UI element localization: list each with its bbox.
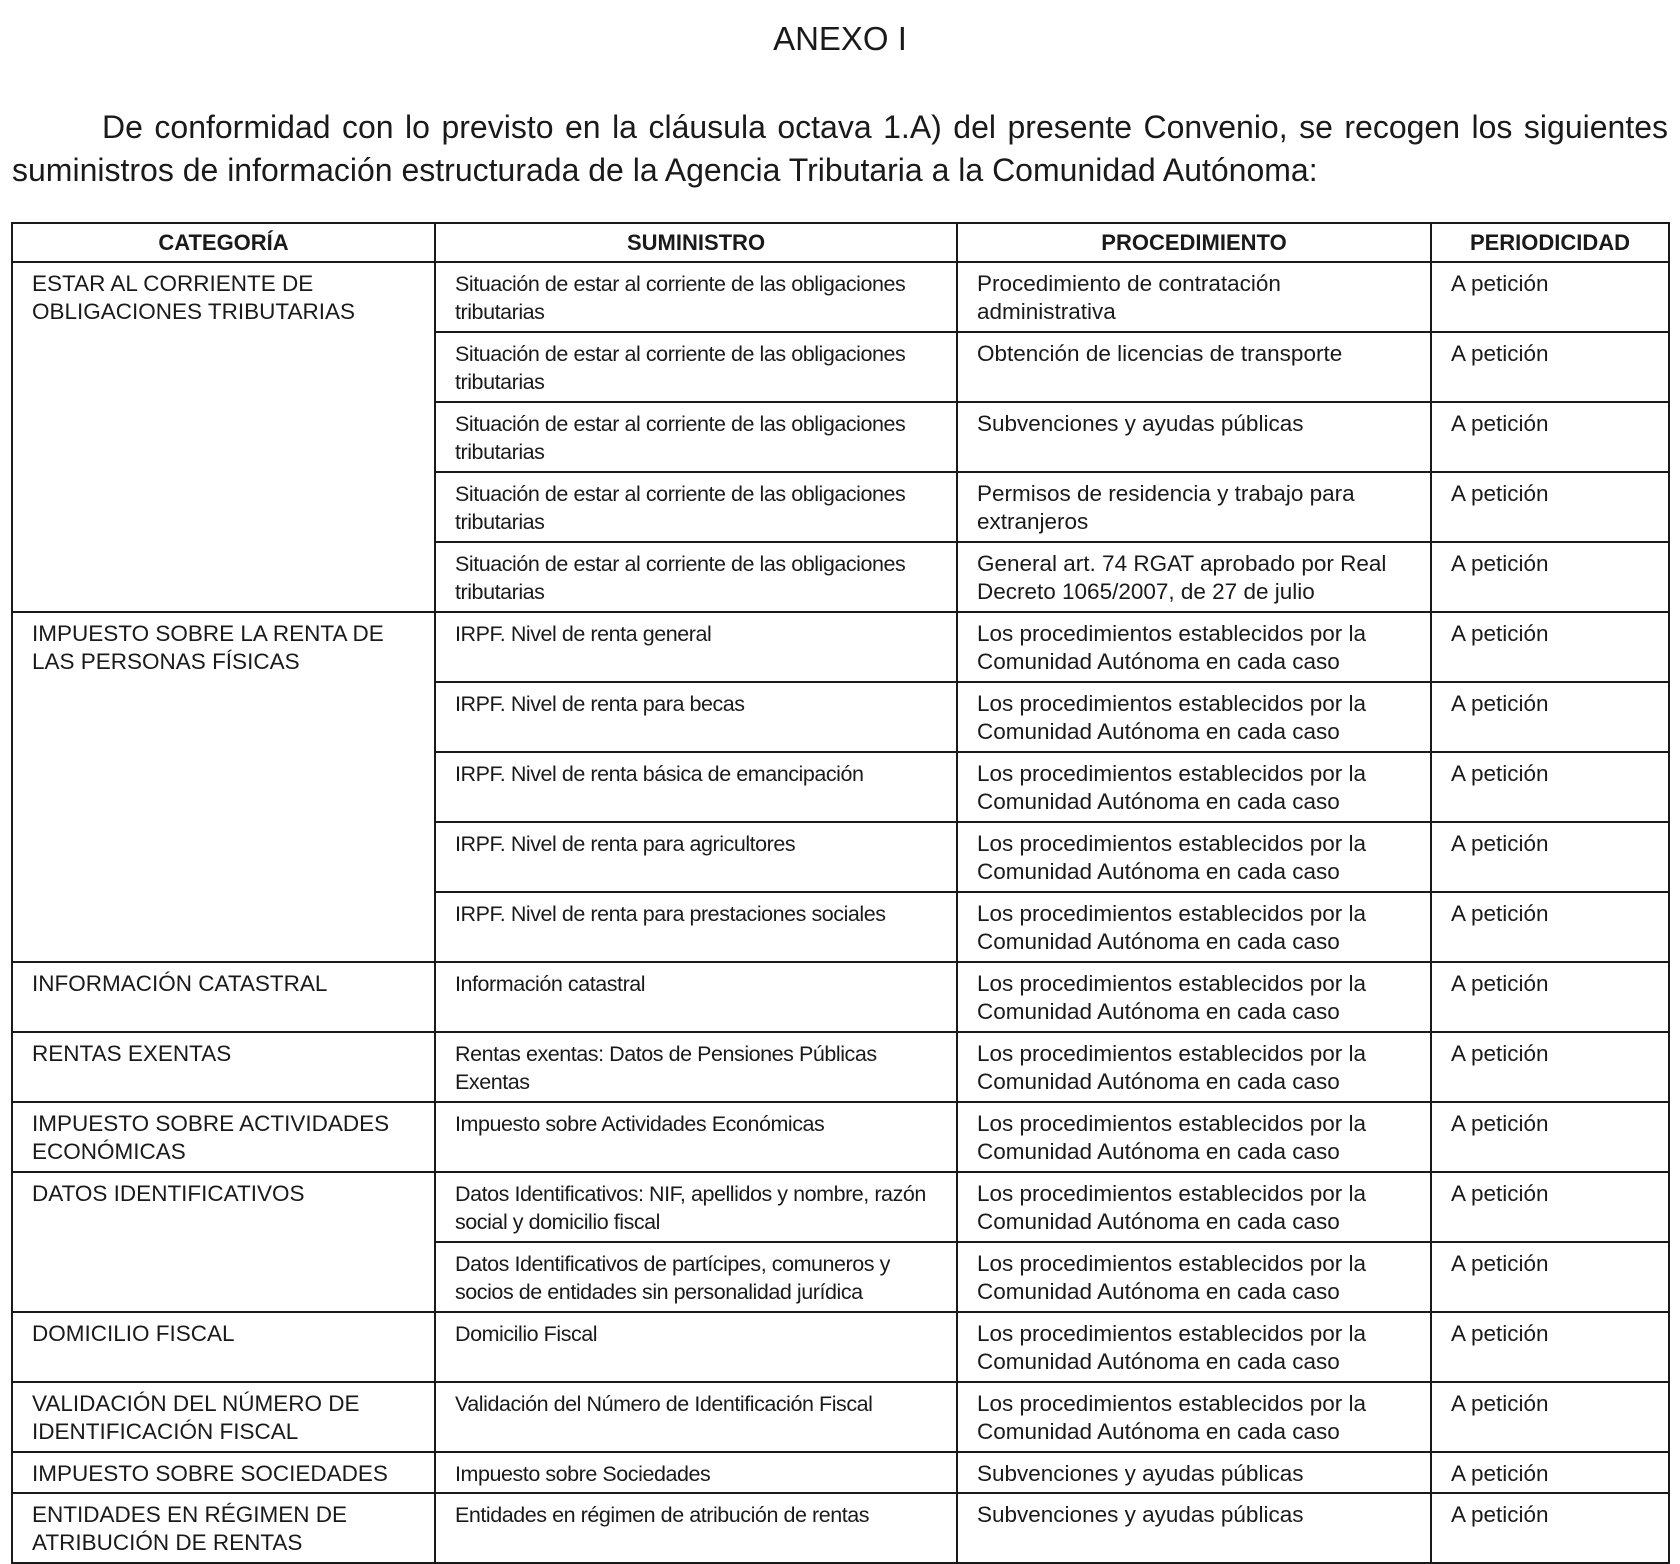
cell-suministro: Situación de estar al corriente de las obligaciones tributarias	[435, 262, 957, 332]
cell-categoria: IMPUESTO SOBRE SOCIEDADES	[12, 1452, 435, 1493]
cell-suministro: Situación de estar al corriente de las obligaciones tributarias	[435, 472, 957, 542]
table-row	[12, 1172, 1669, 1242]
cell-suministro: Rentas exentas: Datos de Pensiones Públicas Exentas	[435, 1032, 957, 1102]
cell-suministro: Situación de estar al corriente de las obligaciones tributarias	[435, 542, 957, 612]
cell-categoria: DATOS IDENTIFICATIVOS	[12, 1172, 435, 1312]
cell-suministro: Validación del Número de Identificación Fiscal	[435, 1382, 957, 1452]
cell-procedimiento: Subvenciones y ayudas públicas	[957, 1493, 1431, 1563]
table-row	[12, 962, 1669, 1032]
cell-suministro: IRPF. Nivel de renta general	[435, 612, 957, 682]
cell-suministro: Domicilio Fiscal	[435, 1312, 957, 1382]
cell-periodicidad: A petición	[1431, 1242, 1669, 1312]
cell-suministro: Situación de estar al corriente de las obligaciones tributarias	[435, 332, 957, 402]
cell-procedimiento: General art. 74 RGAT aprobado por Real Decreto 1065/2007, de 27 de julio	[957, 542, 1431, 612]
cell-suministro: Impuesto sobre Sociedades	[435, 1452, 957, 1493]
cell-periodicidad: A petición	[1431, 1102, 1669, 1172]
annex-title: ANEXO I	[773, 20, 907, 57]
cell-categoria: IMPUESTO SOBRE ACTIVIDADES ECONÓMICAS	[12, 1102, 435, 1172]
cell-suministro: IRPF. Nivel de renta básica de emancipación	[435, 752, 957, 822]
cell-periodicidad: A petición	[1431, 332, 1669, 402]
table-row	[12, 1452, 1669, 1493]
cell-categoria: IMPUESTO SOBRE LA RENTA DE LAS PERSONAS FÍSICAS	[12, 612, 435, 962]
cell-suministro: Situación de estar al corriente de las obligaciones tributarias	[435, 402, 957, 472]
cell-procedimiento: Subvenciones y ayudas públicas	[957, 1452, 1431, 1493]
table-row	[12, 1032, 1669, 1102]
cell-procedimiento: Subvenciones y ayudas públicas	[957, 402, 1431, 472]
supplies-table	[11, 222, 1670, 1564]
cell-procedimiento: Los procedimientos establecidos por la Comunidad Autónoma en cada caso	[957, 1382, 1431, 1452]
table-row	[12, 1382, 1669, 1452]
cell-periodicidad: A petición	[1431, 402, 1669, 472]
table-header-row	[12, 223, 1669, 262]
cell-procedimiento: Los procedimientos establecidos por la Comunidad Autónoma en cada caso	[957, 1032, 1431, 1102]
cell-suministro: IRPF. Nivel de renta para prestaciones sociales	[435, 892, 957, 962]
cell-procedimiento: Los procedimientos establecidos por la Comunidad Autónoma en cada caso	[957, 1172, 1431, 1242]
table-row	[12, 1102, 1669, 1172]
table-body	[12, 262, 1669, 1563]
cell-periodicidad: A petición	[1431, 822, 1669, 892]
cell-procedimiento: Los procedimientos establecidos por la Comunidad Autónoma en cada caso	[957, 1242, 1431, 1312]
cell-periodicidad: A petición	[1431, 1312, 1669, 1382]
cell-suministro: Información catastral	[435, 962, 957, 1032]
cell-procedimiento: Obtención de licencias de transporte	[957, 332, 1431, 402]
cell-periodicidad: A petición	[1431, 1172, 1669, 1242]
cell-procedimiento: Los procedimientos establecidos por la Comunidad Autónoma en cada caso	[957, 822, 1431, 892]
cell-suministro: IRPF. Nivel de renta para agricultores	[435, 822, 957, 892]
cell-suministro: Impuesto sobre Actividades Económicas	[435, 1102, 957, 1172]
cell-periodicidad: A petición	[1431, 1032, 1669, 1102]
cell-periodicidad: A petición	[1431, 962, 1669, 1032]
cell-procedimiento: Permisos de residencia y trabajo para extranjeros	[957, 472, 1431, 542]
table-row	[12, 1312, 1669, 1382]
cell-suministro: IRPF. Nivel de renta para becas	[435, 682, 957, 752]
cell-categoria: RENTAS EXENTAS	[12, 1032, 435, 1102]
cell-suministro: Datos Identificativos: NIF, apellidos y nombre, razón social y domicilio fiscal	[435, 1172, 957, 1242]
cell-categoria: ENTIDADES EN RÉGIMEN DE ATRIBUCIÓN DE RENTAS	[12, 1493, 435, 1563]
header-procedimiento: PROCEDIMIENTO	[957, 223, 1431, 262]
cell-suministro: Entidades en régimen de atribución de rentas	[435, 1493, 957, 1563]
cell-periodicidad: A petición	[1431, 472, 1669, 542]
cell-periodicidad: A petición	[1431, 612, 1669, 682]
cell-procedimiento: Los procedimientos establecidos por la Comunidad Autónoma en cada caso	[957, 962, 1431, 1032]
table-row	[12, 1493, 1669, 1563]
cell-periodicidad: A petición	[1431, 542, 1669, 612]
cell-procedimiento: Los procedimientos establecidos por la Comunidad Autónoma en cada caso	[957, 752, 1431, 822]
intro-paragraph: De conformidad con lo previsto en la cláusula octava 1.A) del presente Convenio, se recogen los siguientes suministros de información estructurada de la Agencia Tributaria a la Comunidad Autónoma:	[12, 109, 1668, 188]
cell-procedimiento: Procedimiento de contratación administrativa	[957, 262, 1431, 332]
cell-suministro: Datos Identificativos de partícipes, comuneros y socios de entidades sin personalidad jurídica	[435, 1242, 957, 1312]
cell-categoria: ESTAR AL CORRIENTE DE OBLIGACIONES TRIBUTARIAS	[12, 262, 435, 612]
cell-categoria: INFORMACIÓN CATASTRAL	[12, 962, 435, 1032]
cell-procedimiento: Los procedimientos establecidos por la Comunidad Autónoma en cada caso	[957, 1312, 1431, 1382]
table-row	[12, 612, 1669, 682]
cell-periodicidad: A petición	[1431, 262, 1669, 332]
cell-periodicidad: A petición	[1431, 1452, 1669, 1493]
header-categoria: CATEGORÍA	[12, 223, 435, 262]
cell-periodicidad: A petición	[1431, 1493, 1669, 1563]
header-suministro: SUMINISTRO	[435, 223, 957, 262]
cell-procedimiento: Los procedimientos establecidos por la Comunidad Autónoma en cada caso	[957, 1102, 1431, 1172]
cell-periodicidad: A petición	[1431, 682, 1669, 752]
table-row	[12, 262, 1669, 332]
cell-categoria: DOMICILIO FISCAL	[12, 1312, 435, 1382]
cell-procedimiento: Los procedimientos establecidos por la Comunidad Autónoma en cada caso	[957, 682, 1431, 752]
cell-periodicidad: A petición	[1431, 1382, 1669, 1452]
cell-procedimiento: Los procedimientos establecidos por la Comunidad Autónoma en cada caso	[957, 612, 1431, 682]
cell-periodicidad: A petición	[1431, 752, 1669, 822]
cell-categoria: VALIDACIÓN DEL NÚMERO DE IDENTIFICACIÓN FISCAL	[12, 1382, 435, 1452]
cell-periodicidad: A petición	[1431, 892, 1669, 962]
cell-procedimiento: Los procedimientos establecidos por la Comunidad Autónoma en cada caso	[957, 892, 1431, 962]
header-periodicidad: PERIODICIDAD	[1431, 223, 1669, 262]
